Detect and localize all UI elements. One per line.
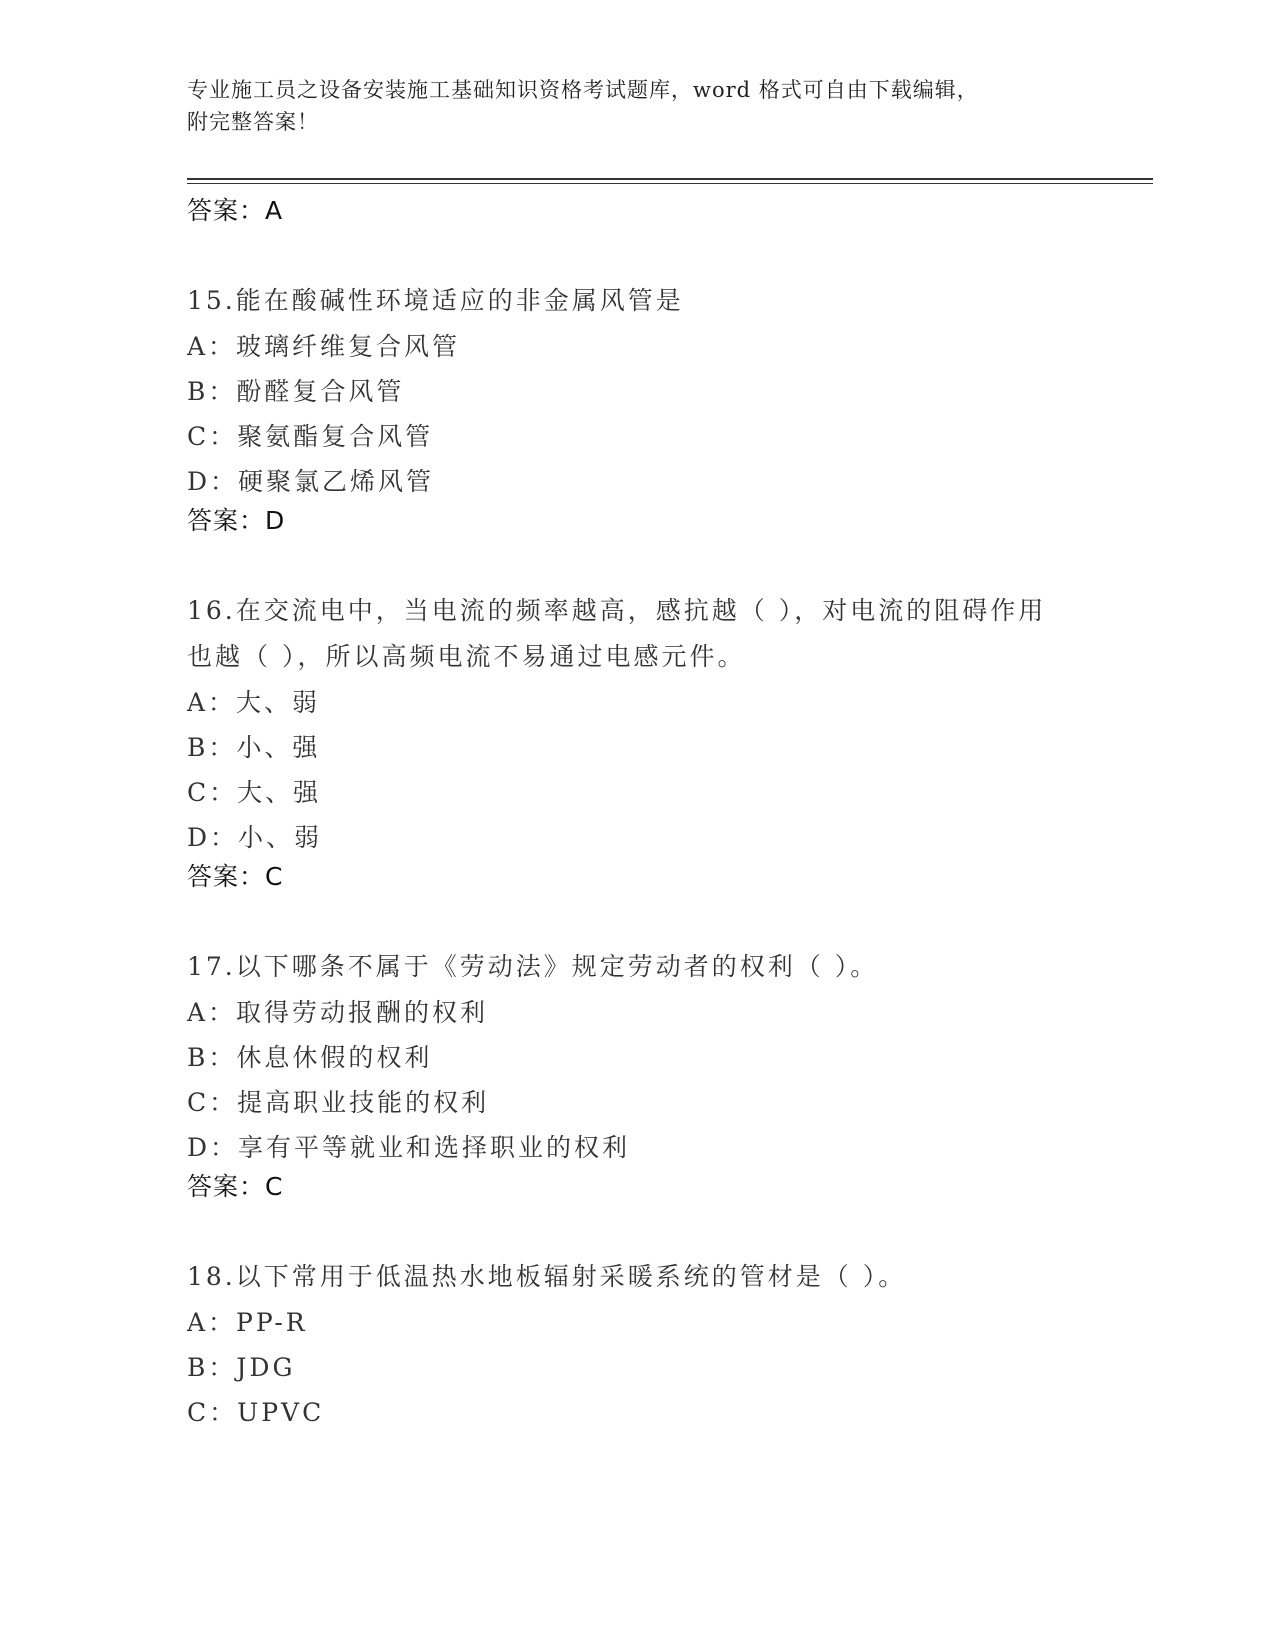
answer: 答案：C	[187, 1172, 284, 1201]
option-d: D：小、弱	[187, 823, 323, 852]
option-c: C：UPVC	[187, 1398, 325, 1427]
question-stem: 18.以下常用于低温热水地板辐射采暖系统的管材是（ ）。	[187, 1262, 907, 1291]
option-b: B：酚醛复合风管	[187, 377, 405, 406]
question-stem: 17.以下哪条不属于《劳动法》规定劳动者的权利（ ）。	[187, 952, 879, 981]
question-list	[187, 278, 1087, 1485]
question-15	[187, 278, 1087, 538]
answer-previous: 答案：A	[187, 196, 284, 225]
option-c: C：大、强	[187, 778, 322, 807]
question-17	[187, 944, 1087, 1204]
answer: 答案：C	[187, 862, 284, 891]
header-divider-thin	[187, 183, 1153, 184]
option-a: A：取得劳动报酬的权利	[187, 998, 489, 1027]
option-b: B：JDG	[187, 1353, 296, 1382]
option-c: C：提高职业技能的权利	[187, 1088, 490, 1117]
option-a: A：大、弱	[187, 688, 321, 717]
question-stem: 15.能在酸碱性环境适应的非金属风管是	[187, 286, 684, 315]
header-divider-thick	[187, 178, 1153, 180]
option-a: A：玻璃纤维复合风管	[187, 332, 461, 361]
question-18	[187, 1254, 1087, 1435]
option-b: B：小、强	[187, 733, 321, 762]
answer: 答案：D	[187, 506, 286, 535]
header-line-1: 专业施工员之设备安装施工基础知识资格考试题库，word 格式可自由下载编辑，	[187, 78, 979, 102]
question-16	[187, 588, 1087, 894]
option-d: D：享有平等就业和选择职业的权利	[187, 1133, 631, 1162]
option-a: A：PP-R	[187, 1308, 308, 1337]
option-b: B：休息休假的权利	[187, 1043, 433, 1072]
option-c: C：聚氨酯复合风管	[187, 422, 434, 451]
option-d: D：硬聚氯乙烯风管	[187, 467, 435, 496]
question-stem: 16.在交流电中，当电流的频率越高，感抗越（ ），对电流的阻碍作用也越（ ），所以高频电流不易通过电感元件。	[187, 596, 1047, 671]
document-header	[187, 74, 1087, 138]
header-line-2: 附完整答案！	[187, 110, 319, 134]
